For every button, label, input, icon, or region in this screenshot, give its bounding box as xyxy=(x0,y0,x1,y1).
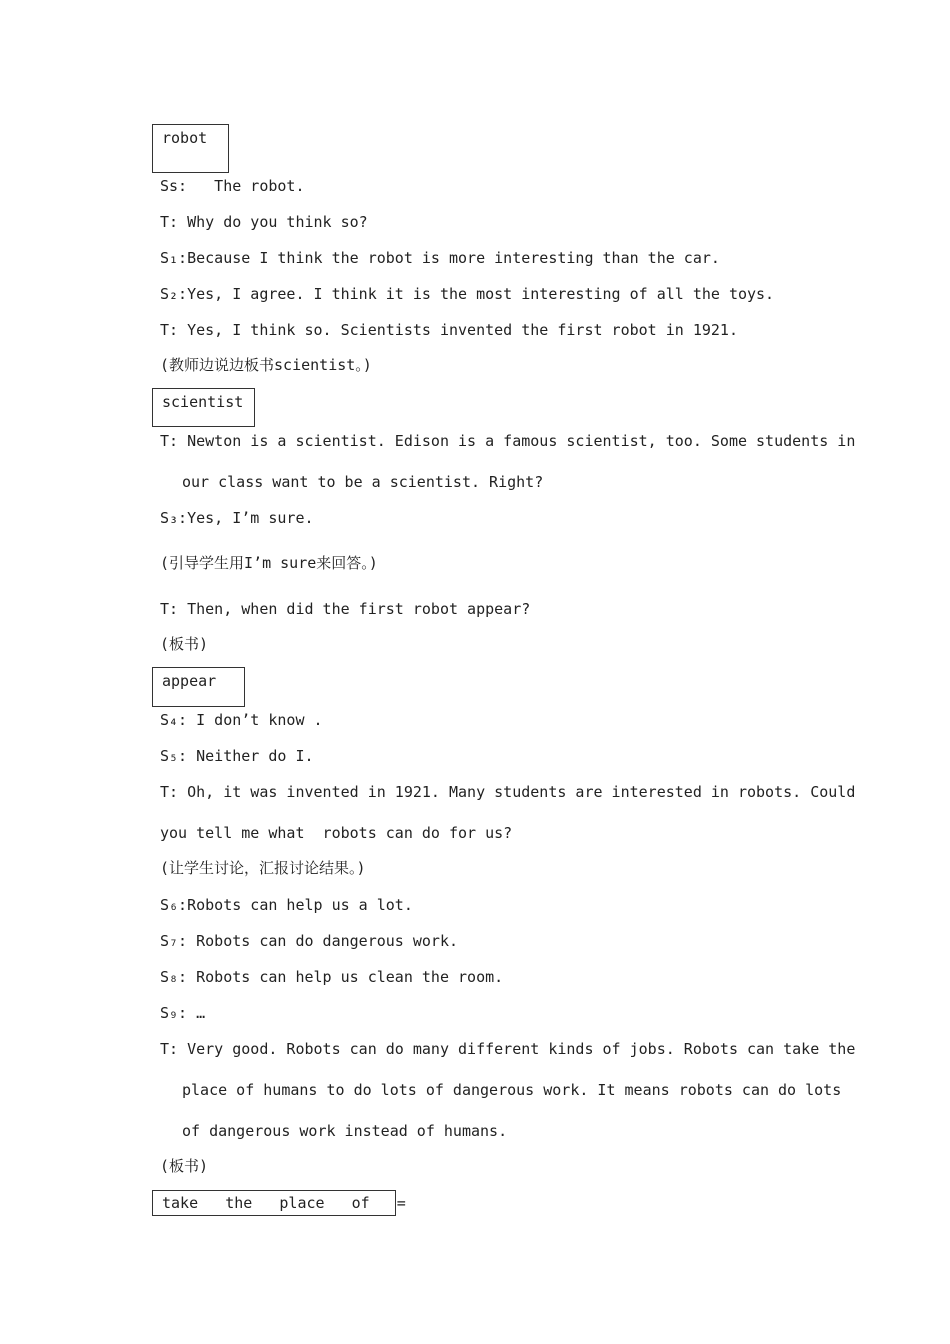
teacher-note: (板书) xyxy=(160,1157,209,1175)
dialogue-line: of dangerous work instead of humans. xyxy=(182,1122,508,1140)
teacher-note: (教师边说边板书scientist。) xyxy=(160,356,372,374)
board-word: take the place of = xyxy=(162,1194,406,1212)
dialogue-line: our class want to be a scientist. Right? xyxy=(182,473,544,491)
teacher-note: (引导学生用I’m sure来回答。) xyxy=(160,554,378,572)
board-box-scientist xyxy=(152,388,255,427)
board-box-robot xyxy=(152,124,229,173)
teacher-note: (让学生讨论，汇报讨论结果。) xyxy=(160,859,366,877)
dialogue-line: T: Oh, it was invented in 1921. Many students are interested in robots. Could xyxy=(160,783,856,801)
teacher-note: (板书) xyxy=(160,635,209,653)
board-word: appear xyxy=(162,672,217,690)
dialogue-line: T: Yes, I think so. Scientists invented the first robot in 1921. xyxy=(160,321,738,339)
dialogue-line: S₉: … xyxy=(160,1004,206,1022)
board-word: robot xyxy=(162,129,208,147)
dialogue-line: S₁:Because I think the robot is more interesting than the car. xyxy=(160,249,720,267)
dialogue-line: T: Then, when did the first robot appear? xyxy=(160,600,531,618)
board-word: scientist xyxy=(162,393,244,411)
dialogue-line: T: Why do you think so? xyxy=(160,213,368,231)
dialogue-line: S₅: Neither do I. xyxy=(160,747,314,765)
dialogue-line: T: Very good. Robots can do many different kinds of jobs. Robots can take the xyxy=(160,1040,856,1058)
dialogue-line: Ss: The robot. xyxy=(160,177,305,195)
dialogue-line: S₇: Robots can do dangerous work. xyxy=(160,932,459,950)
dialogue-line: S₃:Yes, I’m sure. xyxy=(160,509,314,527)
dialogue-line: place of humans to do lots of dangerous work. It means robots can do lots xyxy=(182,1081,842,1099)
dialogue-line: S₆:Robots can help us a lot. xyxy=(160,896,413,914)
dialogue-line: S₂:Yes, I agree. I think it is the most interesting of all the toys. xyxy=(160,285,775,303)
board-box-appear xyxy=(152,667,245,707)
board-box-take-the-place-of xyxy=(152,1190,406,1216)
dialogue-line: S₈: Robots can help us clean the room. xyxy=(160,968,504,986)
dialogue-line: you tell me what robots can do for us? xyxy=(160,824,513,842)
dialogue-line: T: Newton is a scientist. Edison is a famous scientist, too. Some students in xyxy=(160,432,856,450)
dialogue-line: S₄: I don’t know . xyxy=(160,711,323,729)
